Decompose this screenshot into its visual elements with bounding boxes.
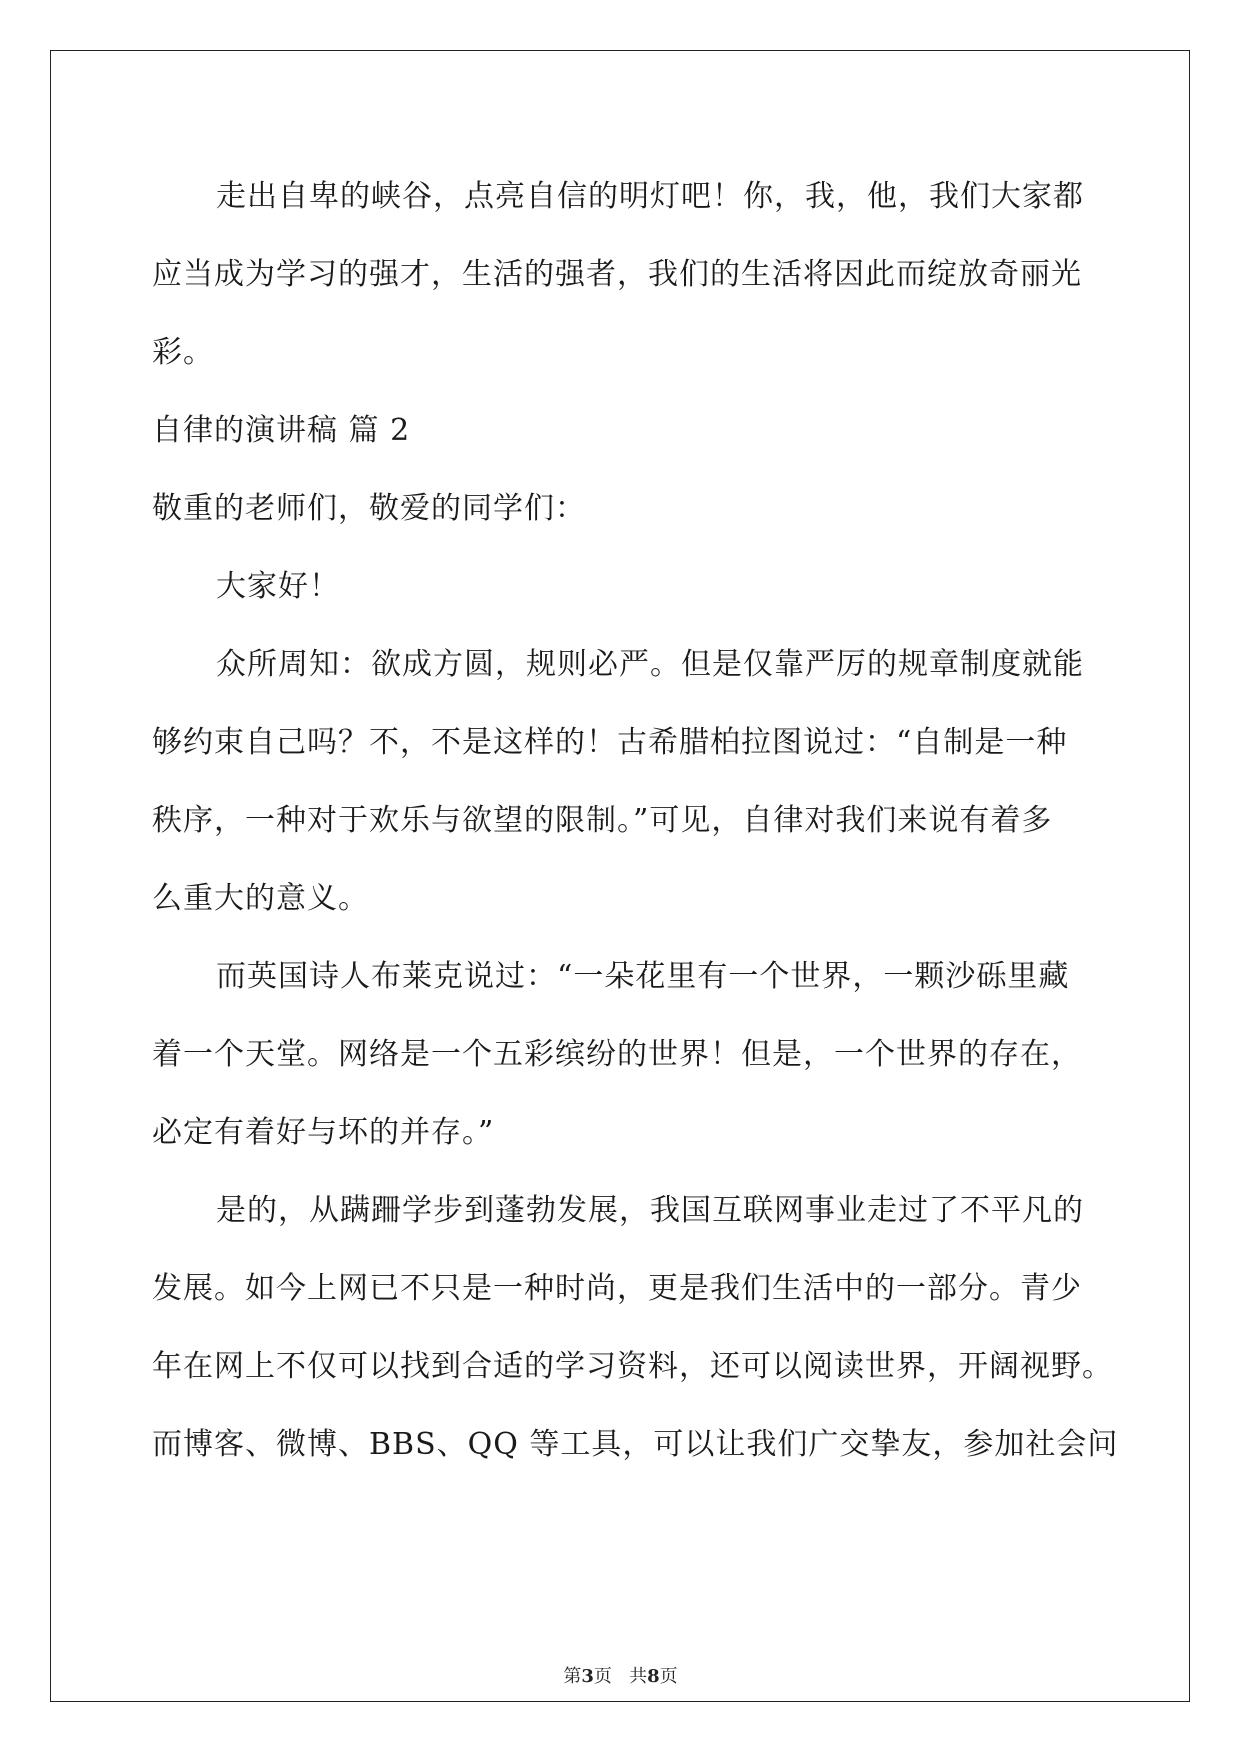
paragraph-line: 发展。如今上网已不只是一种时尚，更是我们生活中的一部分。青少: [152, 1271, 1082, 1306]
paragraph-line: 着一个天堂。网络是一个五彩缤纷的世界！但是，一个世界的存在，: [152, 1037, 1082, 1072]
footer-prefix: 第: [563, 1666, 582, 1687]
paragraph-line: 必定有着好与坏的并存。”: [152, 1115, 495, 1150]
footer-suffix: 页: [659, 1666, 678, 1687]
paragraph-line: 年在网上不仅可以找到合适的学习资料，还可以阅读世界，开阔视野。: [152, 1349, 1113, 1384]
paragraph-line: 是的，从蹒跚学步到蓬勃发展，我国互联网事业走过了不平凡的: [216, 1193, 1084, 1228]
greeting: 大家好！: [216, 569, 340, 604]
salutation: 敬重的老师们，敬爱的同学们：: [152, 491, 586, 526]
current-page-number: 3: [581, 1666, 594, 1687]
paragraph-line: 秩序，一种对于欢乐与欲望的限制。”可见，自律对我们来说有着多: [152, 803, 1053, 838]
total-page-number: 8: [647, 1666, 660, 1687]
paragraph-line: 应当成为学习的强才，生活的强者，我们的生活将因此而绽放奇丽光: [152, 257, 1082, 292]
paragraph-line: 么重大的意义。: [152, 881, 369, 916]
section-heading: 自律的演讲稿 篇 2: [152, 413, 411, 448]
document-body: [152, 158, 1119, 1484]
paragraph-line: 众所周知：欲成方圆，规则必严。但是仅靠严厉的规章制度就能: [216, 647, 1084, 682]
paragraph-line: 而英国诗人布莱克说过：“一朵花里有一个世界，一颗沙砾里藏: [216, 959, 1070, 994]
paragraph-line: 够约束自己吗？不，不是这样的！古希腊柏拉图说过：“自制是一种: [152, 725, 1068, 760]
paragraph-line: 彩。: [152, 335, 214, 370]
page-footer: [0, 1662, 1241, 1688]
paragraph-line: 走出自卑的峡谷，点亮自信的明灯吧！你，我，他，我们大家都: [216, 179, 1084, 214]
footer-middle: 页 共: [593, 1666, 648, 1687]
paragraph-line: 而博客、微博、BBS、QQ 等工具，可以让我们广交挚友，参加社会问: [152, 1427, 1119, 1462]
